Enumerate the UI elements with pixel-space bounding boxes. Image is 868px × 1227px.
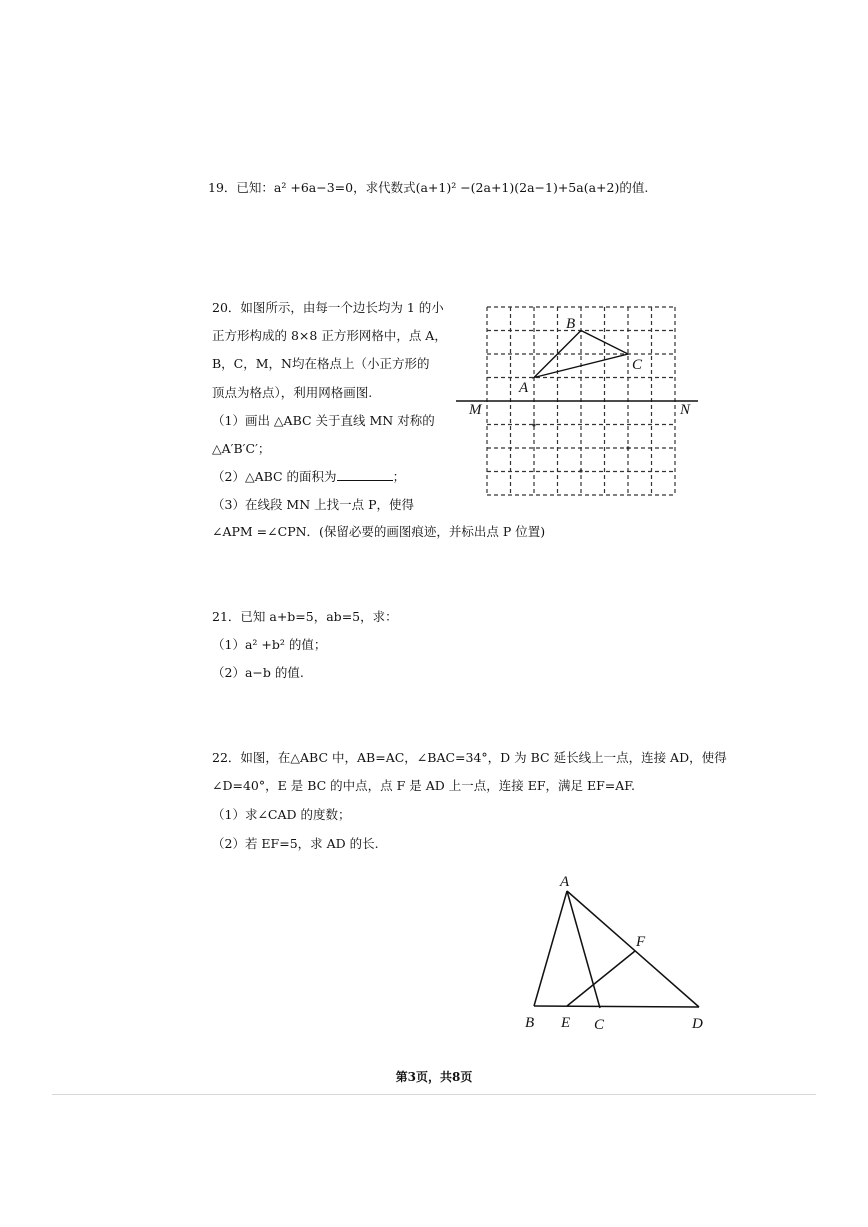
label-a: A — [519, 380, 529, 396]
q20-line-3: B，C，M，N均在格点上（小正方形的 — [212, 356, 430, 371]
label-m: M — [469, 402, 482, 418]
q20-line-2: 正方形构成的 8×8 正方形网格中，点 A， — [212, 328, 447, 343]
label-c: C — [632, 357, 643, 373]
q20-part2-text: （2）△ABC 的面积为 — [212, 469, 337, 484]
label-d: D — [692, 1016, 703, 1032]
label-b2: B — [525, 1015, 535, 1031]
footer-divider — [52, 1094, 816, 1095]
grid-dot — [626, 446, 629, 449]
q22-part2: （2）若 EF=5，求 AD 的长. — [212, 836, 379, 851]
label-c2: C — [594, 1017, 605, 1033]
grid-dot — [532, 423, 535, 426]
q20-part3-cont: ∠APM =∠CPN．(保留必要的画图痕迹，并标出点 P 位置) — [212, 524, 546, 539]
q22-line-1: 22．如图，在△ABC 中，AB=AC，∠BAC=34°，D 为 BC 延长线上一点，连接 AD，使得 — [212, 750, 727, 765]
q19-text: 19．已知：a² +6a−3=0，求代数式(a+1)² −(2a+1)(2a−1)+5a(a+2)的值. — [208, 180, 649, 195]
q21-line-1: 21．已知 a+b=5，ab=5，求： — [212, 609, 398, 624]
q20-part1-cont: △A′B′C′； — [212, 441, 271, 456]
q20-line-1: 20．如图所示，由每一个边长均为 1 的小 — [212, 300, 444, 315]
q21-part1: （1）a² +b² 的值； — [212, 637, 327, 652]
grid-dot — [579, 469, 582, 472]
q22-figure — [534, 891, 699, 1008]
q20-part2-tail: ； — [392, 469, 406, 484]
q20-part3: （3）在线段 MN 上找一点 P，使得 — [212, 497, 415, 512]
page-footer: 第3页，共8页 — [395, 1070, 473, 1084]
q20-part1: （1）画出 △ABC 关于直线 MN 对称的 — [212, 413, 435, 428]
label-b: B — [566, 316, 576, 332]
q22-line-2: ∠D=40°，E 是 BC 的中点，点 F 是 AD 上一点，连接 EF，满足 EF=AF. — [212, 778, 636, 793]
label-f: F — [636, 934, 646, 950]
q20-line-4: 顶点为格点），利用网格画图. — [212, 385, 373, 400]
label-e: E — [561, 1015, 571, 1031]
label-n: N — [680, 402, 691, 418]
label-a2: A — [560, 874, 570, 890]
q21-part2: （2）a−b 的值. — [212, 665, 304, 680]
q22-part1: （1）求∠CAD 的度数； — [212, 807, 351, 822]
